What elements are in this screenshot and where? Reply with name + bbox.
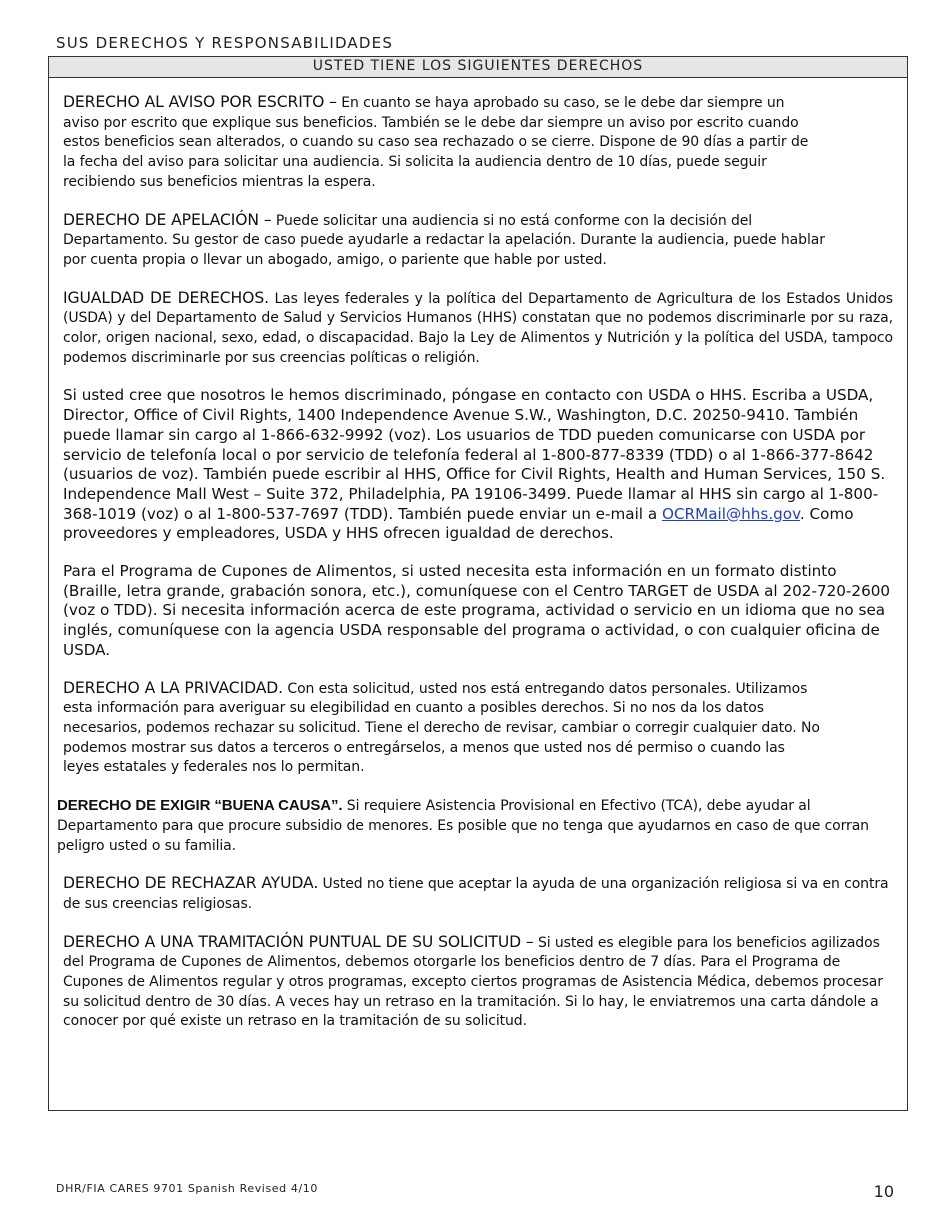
section-rechazar-heading: DERECHO DE RECHAZAR AYUDA. — [63, 874, 319, 893]
section-discriminacion-text-end: . Como proveedores y empleadores, USDA y HHS ofrecen igualdad de derechos. — [63, 504, 854, 543]
section-discriminacion — [63, 386, 893, 544]
section-tramitacion — [63, 933, 893, 1033]
section-tramitacion-body: Si usted es elegible para los beneficios agilizados del Programa de Cupones de Alimentos, debemos otorgarle los beneficios dentro de 7 días. Para el Programa de Cupones de Alimentos regular y otros programas, excepto ciertos programas de Asistencia Médica, debemos procesar su solicitud dentro de 30 días. A veces hay un retraso en la tramitación. Si lo hay, le enviatremos una carta dándole a conocer por qué existe un retraso en la tramitación de su solicitud. — [63, 934, 883, 1030]
section-formato-body: Para el Programa de Cupones de Alimentos, si usted necesita esta información en un formato distinto (Braille, letra grande, grabación sonora, etc.), comuníquese con el Centro TARGET de USDA al 202-720-2600 (voz o TDD). Si necesita información acerca de este programa, actividad o servicio en un idioma que no sea inglés, comuníquese con la agencia USDA responsable del programa o actividad, o con cualquier oficina de USDA. — [63, 562, 891, 659]
section-apelacion-body: Puede solicitar una audiencia si no está conforme con la decisión del Departamento. Su gestor de caso puede ayudarle a redactar la apelación. Durante la audiencia, puede hablar por cuenta propia o llevar un abogado, amigo, o pariente que hable por usted. — [63, 212, 825, 268]
section-aviso-body: En cuanto se haya aprobado su caso, se le debe dar siempre un aviso por escrito que explique sus beneficios. También se le debe dar siempre un aviso por escrito cuando estos beneficios sean alterados, o cuando su caso sea rechazado o se cierre. Dispone de 90 días a partir de la fecha del aviso para solicitar una audiencia. Si solicita la audiencia dentro de 10 días, puede seguir recibiendo sus beneficios mientras la espera. — [63, 95, 809, 190]
section-buena-causa-heading: DERECHO DE EXIGIR “BUENA CAUSA”. — [57, 797, 343, 815]
section-rechazar-body: Usted no tiene que aceptar la ayuda de una organización religiosa si va en contra de sus creencias religiosas. — [63, 876, 889, 912]
section-privacidad-body: Con esta solicitud, usted nos está entregando datos personales. Utilizamos esta información para averiguar su elegibilidad en cuanto a posibles derechos. Si no nos da los datos necesarios, podemos rechazar su solicitud. Tiene el derecho de revisar, cambiar o corregir cualquier dato. No podemos mostrar sus datos a terceros o entregárselos, a menos que usted nos dé permiso o cuando las leyes estatales y federales nos lo permitan. — [63, 680, 820, 776]
section-buena-causa — [57, 796, 893, 856]
page-number: 10 — [873, 1182, 894, 1201]
section-apelacion — [63, 211, 833, 271]
section-aviso — [63, 93, 823, 193]
section-igualdad-heading: IGUALDAD DE DERECHOS. — [63, 288, 270, 307]
section-buena-causa-body: Si requiere Asistencia Provisional en Efectivo (TCA), debe ayudar al Departamento para que procure subsidio de menores. Es posible que no tenga que ayudarnos en caso de que corran peligro usted o su familia. — [57, 798, 869, 854]
email-link[interactable]: OCRMail@hhs.gov — [662, 504, 800, 523]
footer-form-id: DHR/FIA CARES 9701 Spanish Revised 4/10 — [56, 1182, 318, 1195]
section-igualdad — [63, 289, 893, 369]
section-rechazar — [63, 874, 893, 914]
section-aviso-heading: DERECHO AL AVISO POR ESCRITO – — [63, 93, 337, 111]
rights-content — [49, 78, 907, 1032]
rights-box — [48, 56, 908, 1111]
page-title: SUS DERECHOS Y RESPONSABILIDADES — [56, 34, 394, 52]
section-tramitacion-heading: DERECHO A UNA TRAMITACIÓN PUNTUAL DE SU SOLICITUD – — [63, 932, 534, 951]
section-formato — [63, 562, 893, 661]
rights-box-header: USTED TIENE LOS SIGUIENTES DERECHOS — [49, 57, 907, 78]
section-apelacion-heading: DERECHO DE APELACIÓN – — [63, 210, 272, 229]
section-privacidad-heading: DERECHO A LA PRIVACIDAD. — [63, 678, 284, 697]
section-privacidad — [63, 679, 823, 779]
section-discriminacion-text: Si usted cree que nosotros le hemos discriminado, póngase en contacto con USDA o HHS. Escriba a USDA, Director, Office of Civil Rights, 1400 Independence Avenue S.W., Washington, D.C. 20250-9410. También puede llamar sin cargo al 1-866-632-9992 (voz). Los usuarios de TDD pueden comunicarse con USDA por servicio de telefonía local o por servicio de telefonía federal al 1-800-877-8339 (TDD) o al 1-866-377-8642 (usuarios de voz). También puede escribir al HHS, Office for Civil Rights, Health and Human Services, 150 S. Independence Mall West – Suite 372, Philadelphia, PA 19106-3499. Puede llamar al HHS sin cargo al 1-800-368-1019 (voz) o al 1-800-537-7697 (TDD). También puede enviar un e-mail a — [63, 386, 886, 523]
section-igualdad-body: Las leyes federales y la política del Departamento de Agricultura de los Estados Unidos (USDA) y del Departamento de Salud y Servicios Humanos (HHS) constatan que no podemos discriminarle por su raza, color, origen nacional, sexo, edad, o discapacidad. Bajo la Ley de Alimentos y Nutrición y la política del USDA, tampoco podemos discriminarle por sus creencias políticas o religión. — [63, 290, 893, 366]
